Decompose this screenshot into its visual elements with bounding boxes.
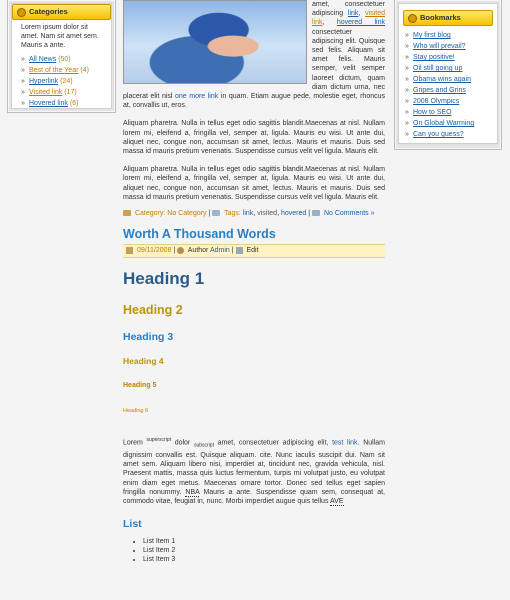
heading-2: Heading 2 (123, 303, 183, 318)
separator: | (173, 247, 176, 255)
visited-link[interactable]: visited link (312, 10, 386, 27)
categories-intro: Lorem ipsum dolor sit amet. Nam sit amet sem. Mauris a ante. (21, 24, 99, 49)
list-item: • List Item 3 (143, 556, 385, 565)
heading-5: Heading 5 (123, 382, 157, 390)
hovered-link[interactable]: hovered link (336, 19, 385, 27)
inline-link[interactable]: link (347, 10, 359, 18)
category-item (21, 76, 105, 87)
tag-link[interactable]: link (242, 210, 254, 218)
post-1-paragraph-2: Aliquam pharetra. Nulla in tellus eget odio sagittis blandit.Maecenas at nisl. Nullam lorem mi, eleifend a, fringilla vel, semper at, ligula. Mauris eu wisi. Ut ante dui, aliquet nec, congue non, accumsan sit amet, lectus. Mauris et mauris. Duis sed massa id mauris pretium venenatis. Suspendisse cursus velit vel ligula. Mauris elit. (123, 120, 385, 156)
category-item (21, 54, 105, 65)
list-heading: List (123, 518, 142, 531)
categories-panel (7, 0, 116, 113)
bookmarks-title: Bookmarks (420, 13, 461, 22)
gear-icon (408, 14, 417, 23)
test-link[interactable]: test link (332, 439, 358, 447)
author-label: Author (187, 247, 209, 255)
bookmarks-panel-inner (398, 3, 498, 144)
category-count: (24) (60, 78, 73, 85)
category-link-best-of-year[interactable]: Best of the Year (29, 67, 79, 74)
calendar-icon (126, 247, 133, 254)
bookmark-item (405, 52, 497, 63)
bullet-list (123, 538, 385, 564)
post-date: 09/11/2008 (136, 247, 172, 255)
category-count: (6) (69, 100, 79, 107)
bookmark-link[interactable]: Who will prevail? (413, 43, 466, 50)
tag-link[interactable]: hovered (280, 210, 307, 218)
bookmark-item (405, 30, 497, 41)
post-1-meta: Category: No Category | Tags: link, visited, hovered | No Comments » (123, 208, 385, 219)
tag-icon (212, 210, 220, 216)
bookmarks-panel (394, 0, 502, 150)
author-link[interactable]: Admin (209, 247, 230, 255)
bookmark-item (405, 63, 497, 74)
category-link-visited[interactable]: Visited link (29, 89, 63, 96)
post-1 (123, 0, 385, 219)
category-link-all-news[interactable]: All News (29, 56, 57, 63)
folder-icon (123, 210, 131, 216)
bookmarks-title-bar (403, 10, 493, 26)
category-item (21, 87, 105, 98)
post-1-paragraph-3: Aliquam pharetra. Nulla in tellus eget odio sagittis blandit.Maecenas at nisl. Nullam lorem mi, eleifend a, fringilla vel, semper at, ligula. Mauris eu wisi. Ut ante dui, aliquet nec, congue non, accumsan sit amet, lectus. Mauris et mauris. Duis sed massa id mauris pretium venenatis. Suspendisse cursus velit vel ligula. Mauris elit. (123, 166, 385, 201)
bookmark-link[interactable]: Gripes and Grins (413, 87, 466, 94)
subscript-text: subscript (193, 442, 214, 449)
categories-list (21, 54, 105, 109)
edit-icon (236, 247, 243, 254)
list-item: • List Item 1 (143, 538, 385, 547)
category-count: (50) (58, 56, 71, 63)
bookmark-link[interactable]: How to SEO (413, 109, 452, 116)
category-count: (17) (64, 89, 77, 96)
bookmark-item (405, 74, 497, 85)
category-link[interactable]: No Category (167, 210, 207, 218)
heading-1: Heading 1 (123, 269, 205, 289)
tags-label: Tags: (224, 210, 241, 218)
bookmark-item (405, 96, 497, 107)
bookmark-item (405, 129, 497, 140)
heading-4: Heading 4 (123, 356, 164, 367)
category-link-hyperlink[interactable]: Hyperlink (29, 78, 59, 85)
comments-icon (312, 210, 320, 216)
categories-title-bar (12, 4, 111, 20)
bookmark-item (405, 41, 497, 52)
category-link-hovered[interactable]: Hovered link (29, 100, 68, 107)
bookmark-link[interactable]: 2008 Olympics (413, 98, 460, 105)
list-item: • List Item 2 (143, 547, 385, 556)
post-info-bar (123, 244, 385, 258)
comments-link[interactable]: No Comments » (323, 210, 375, 218)
tag-link[interactable]: visited (257, 210, 278, 218)
bookmark-link[interactable]: Stay positive! (413, 54, 455, 61)
separator: | (308, 210, 311, 218)
category-item (21, 98, 105, 109)
one-more-link[interactable]: one more link (175, 93, 219, 101)
main-content (123, 0, 385, 564)
categories-title: Categories (29, 7, 68, 16)
bookmark-item (405, 107, 497, 118)
bookmark-link[interactable]: On Global Warming (413, 120, 475, 127)
separator: | (208, 210, 211, 218)
gear-icon (17, 8, 26, 17)
bookmark-link[interactable]: Can you guess? (413, 131, 464, 138)
bookmark-item (405, 85, 497, 96)
edit-link[interactable]: Edit (246, 247, 259, 255)
bookmark-link[interactable]: Oil still going up (413, 65, 463, 72)
bookmark-link[interactable]: Obama wins again (413, 76, 471, 83)
heading-6: Heading 6 (123, 408, 149, 415)
categories-panel-inner (11, 3, 112, 109)
post-2 (123, 227, 385, 564)
acronym-ave: AVE (330, 498, 344, 505)
post-title[interactable]: Worth A Thousand Words (123, 227, 276, 242)
heading-3: Heading 3 (123, 331, 174, 344)
post-2-body: Lorem $^{superscript}$ dolor $_{subscript}$ amet, consectetuer adipiscing elit, test link. Nullam dignissim convallis est. Quisque aliquam. cite. Nunc iaculis suscipit dui. Nam sit amet sem. Aliquam libero nisi, imperdiet at, tincidunt nec, gravida vehicula, nisl. Praesent mattis, massa quis luctus fermentum, turpis mi volutpat justo, eu volutpat enim diam eget metus. Maecenas ornare tortor. Donec sed tellus eget sapien fringilla nonummy. NBA Mauris a ante. Suspendisse quam sem, consequat at, commodo vitae, feugiat in, nunc. Morbi imperdiet augue quis tellus AVE (123, 437, 385, 505)
bookmarks-list (405, 30, 497, 140)
author-icon (177, 247, 184, 254)
category-item (21, 65, 105, 76)
acronym-nba: NBA (185, 488, 200, 496)
bookmark-item (405, 118, 497, 129)
category-label: Category: (134, 210, 166, 218)
superscript-text: superscript (146, 437, 171, 444)
post-photo-girl-with-headphones (123, 0, 307, 84)
category-count: (4) (80, 67, 89, 74)
separator: | (231, 247, 234, 255)
post-1-paragraph-1: amet, consectetuer adipiscing link, visited link, hovered link consectetuer adipiscing elit. Quisque sed felis. Aliquam sit amet felis. Mauris semper, velit semper laoreet dictum, quam diam dictum urna, nec placerat elit nisl one more link in quam. Etiam augue pede, molestie eget, rhoncus at, convallis ut, eros. (123, 1, 386, 110)
bookmark-link[interactable]: My first blog (413, 32, 451, 39)
